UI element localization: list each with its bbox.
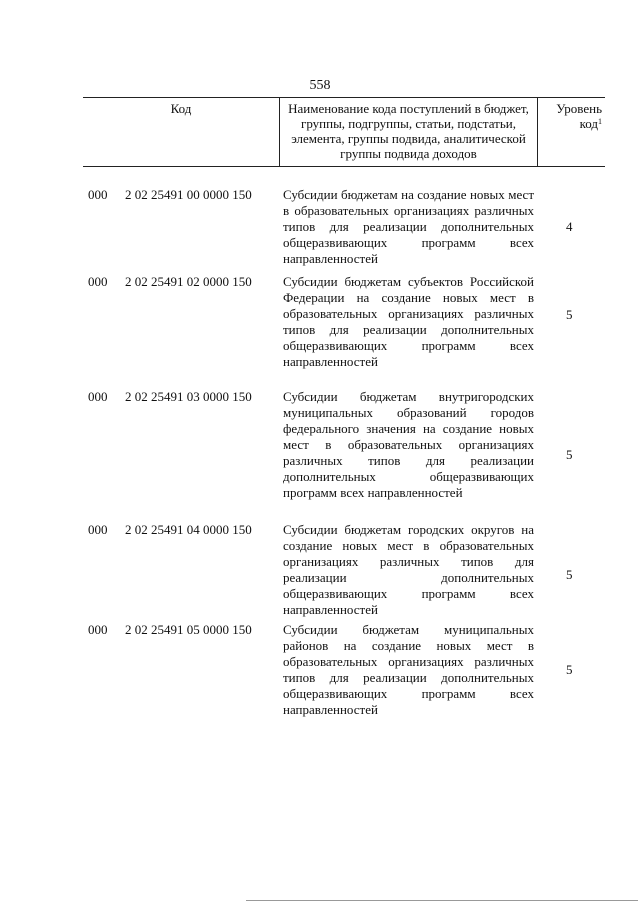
row-income-code: 2 02 25491 04 0000 150 [125,522,252,537]
row-name: Субсидии бюджетам городских округов на создание новых мест в образовательных организациях различных типов для реализации дополнительных общеразвивающих программ всех направленностей [283,522,534,617]
row-level: 5 [566,662,573,677]
row-income-code: 2 02 25491 02 0000 150 [125,274,252,289]
table-row [0,274,640,389]
header-level-footnote: 1 [598,117,602,126]
header-name: Наименование кода поступлений в бюджет, группы, подгруппы, статьи, подстатьи, элемента, группы подвида, аналитической группы подвида доходов [280,98,538,166]
row-level: 5 [566,307,573,322]
table-row [0,389,640,522]
header-code: Код [83,98,280,166]
row-level: 4 [566,219,573,234]
row-level: 5 [566,447,573,462]
row-admin-code: 000 [88,622,108,637]
row-admin-code: 000 [88,187,108,202]
row-income-code: 2 02 25491 05 0000 150 [125,622,252,637]
row-name: Субсидии бюджетам муниципальных районов на создание новых мест в образовательных организациях различных типов для реализации дополнительных общеразвивающих программ всех направленностей [283,622,534,717]
scan-edge-line [246,900,638,901]
row-admin-code: 000 [88,389,108,404]
row-admin-code: 000 [88,274,108,289]
row-level: 5 [566,567,573,582]
row-name: Субсидии бюджетам внутригородских муниципальных образований городов федерального значения на создание новых мест в образовательных организациях различных типов для реализации дополнительных общеразвивающих программ всех направленностей [283,389,534,500]
row-income-code: 2 02 25491 03 0000 150 [125,389,252,404]
table-row [0,622,640,722]
table-row [0,187,640,274]
header-level [538,98,605,166]
row-income-code: 2 02 25491 00 0000 150 [125,187,252,202]
header-level-label: Уровень код [556,101,602,131]
table-row [0,522,640,622]
row-name: Субсидии бюджетам субъектов Российской Федерации на создание новых мест в образовательных организациях различных типов для реализации дополнительных общеразвивающих программ всех направленностей [283,274,534,369]
row-admin-code: 000 [88,522,108,537]
page-number: 558 [309,78,331,93]
table-header [83,97,605,167]
table-body [0,187,640,722]
row-name: Субсидии бюджетам на создание новых мест в образовательных организациях различных типов для реализации дополнительных общеразвивающих программ всех направленностей [283,187,534,266]
